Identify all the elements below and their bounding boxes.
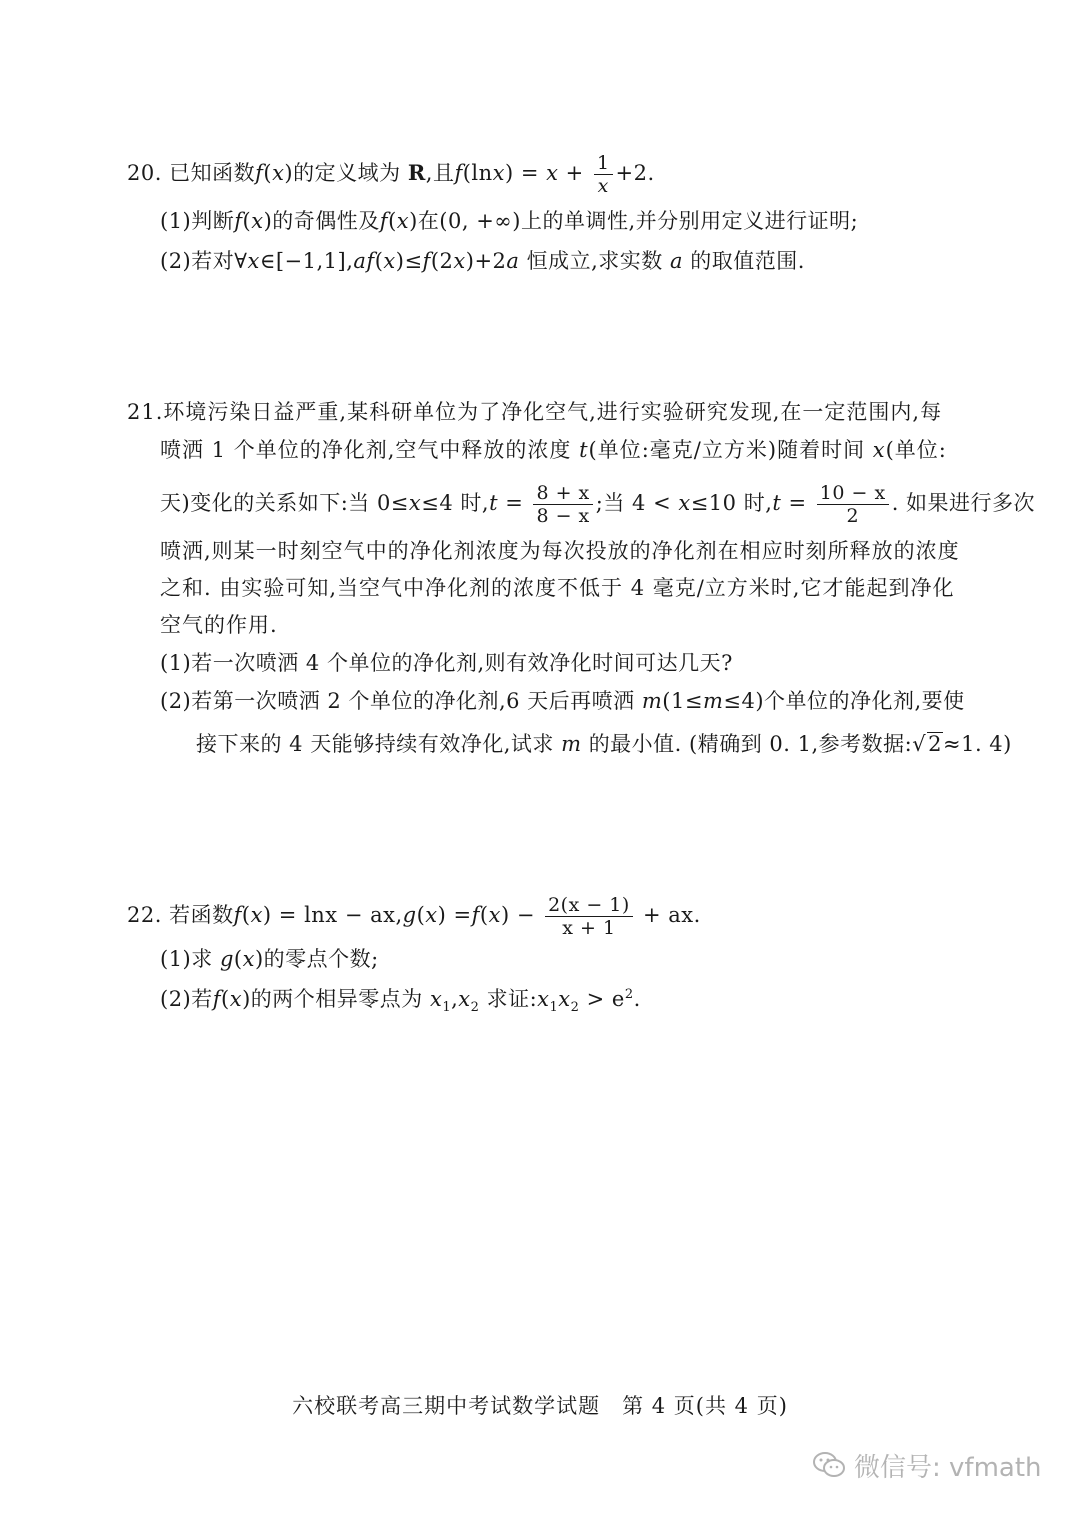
q20-part2: (2)若对∀x∈[−1,1],af(x)≤f(2x)+2a 恒成立,求实数 a 的取值范围. [160, 249, 805, 273]
q22-p2-text: 的两个相异零点为 [250, 987, 423, 1011]
fraction-2x-minus-1-over-x-plus-1 [545, 894, 633, 939]
q22-part1: (1)求 g(x)的零点个数; [160, 947, 379, 971]
fraction-8-plus-x-over-8-minus-x [533, 482, 592, 527]
q22-stem: 22. 若函数f(x) = lnx − ax,g(x) =f(x) − $\frac{2(x - 1)}{x + 1}$ + ax. [127, 894, 701, 939]
part-label: (1) [160, 209, 192, 233]
part-label: (2) [160, 249, 192, 273]
q20-p2-text: ∈[−1,1], [259, 249, 354, 273]
q21-text: ;当 4 < [595, 491, 672, 515]
q21-p1-text: (1)若一次喷洒 4 个单位的净化剂,则有效净化时间可达几天? [160, 651, 733, 675]
q21-text: . 如果进行多次 [891, 491, 1036, 515]
q20-p1-text: 在(0, +∞)上的单调性,并分别用定义进行证明; [417, 209, 859, 233]
real-set-symbol: R [407, 160, 426, 185]
q22-p1-text: (1)求 [160, 947, 213, 971]
q21-text: ≤4 时, [421, 491, 490, 515]
fraction-denominator: 2 [846, 505, 860, 527]
q20-stem-text: 的定义域为 [293, 161, 401, 185]
q21-line-4 [160, 537, 960, 565]
q21-text: (单位: [885, 438, 947, 462]
q21-line-1 [127, 398, 942, 426]
q20-p2-text: 若对∀ [191, 249, 248, 273]
wechat-watermark [812, 1447, 1052, 1483]
q22-stem-text: = lnx − ax, [278, 903, 403, 927]
q21-text: 喷洒 1 个单位的净化剂,空气中释放的浓度 [160, 438, 572, 462]
fraction-denominator: x + 1 [562, 917, 616, 939]
page-footer: 六校联考高三期中考试数学试题 第 4 页(共 4 页) [292, 1394, 788, 1418]
q22-stem-text: = [453, 903, 472, 927]
fraction-numerator: 1 [594, 152, 613, 175]
q21-text: 之和. 由实验可知,当空气中净化剂的浓度不低于 4 毫克/立方米时,它才能起到净化 [160, 576, 955, 600]
q21-text: 喷洒,则某一时刻空气中的净化剂浓度为每次投放的净化剂在相应时刻所释放的浓度 [160, 539, 960, 563]
q21-p2-text: 接下来的 4 天能够持续有效净化,试求 [196, 732, 554, 756]
q21-text: 天)变化的关系如下:当 0≤ [160, 491, 409, 515]
fraction-denominator: x [597, 175, 609, 197]
q22-p2-text: > e [586, 987, 625, 1011]
q21-text: 环境污染日益严重,某科研单位为了净化空气,进行实验研究发现,在一定范围内,每 [163, 400, 943, 424]
q20-p2-text: +2 [474, 249, 507, 273]
q21-text: ≤10 时, [690, 491, 773, 515]
q21-line-3: 天)变化的关系如下:当 0≤x≤4 时,t = $\frac{8 + x}{8 - x}$ ;当 4 < x≤10 时,t = $\frac{10 - x}{2}$ . 如果进行多次 [160, 482, 1036, 527]
q21-p2-text: ≤4)个单位的净化剂,要使 [723, 689, 965, 713]
q20-stem-text: +2. [615, 161, 655, 185]
q21-p2-text: 的最小值. (精确到 0. 1,参考数据:√ [588, 732, 927, 756]
fraction-10-minus-x-over-2 [817, 482, 889, 527]
q20-p2-text: ≤ [404, 249, 423, 273]
q22-part2: (2)若f(x)的两个相异零点为 $x_1,x_2$ 求证$:x_1x_2 > e^2$. [160, 987, 641, 1016]
q20-number: 20. [127, 161, 162, 185]
wechat-icon [812, 1450, 846, 1480]
q21-text: (单位:毫克/立方米)随着时间 [588, 438, 866, 462]
q20-stem-text: ,且 [425, 161, 455, 185]
q22-p2-text: 求证: [486, 987, 538, 1011]
q21-number: 21. [127, 400, 164, 424]
q20-p1-text: 的奇偶性及 [272, 209, 380, 233]
watermark-text: 微信号: vfmath [854, 1452, 1042, 1483]
q21-part2-line1: (2)若第一次喷洒 2 个单位的净化剂,6 天后再喷洒 m(1≤m≤4)个单位的净化剂,要使 [160, 689, 965, 713]
q20-p2-text: 恒成立,求实数 [526, 249, 663, 273]
q21-p2-text: (1≤ [662, 689, 703, 713]
q21-p2-text: (2)若第一次喷洒 2 个单位的净化剂,6 天后再喷洒 [160, 689, 635, 713]
q21-line-6 [160, 611, 278, 639]
q21-line-2: 喷洒 1 个单位的净化剂,空气中释放的浓度 t(单位:毫克/立方米)随着时间 x(单位: [160, 438, 947, 462]
fraction-numerator: 8 + x [533, 482, 592, 505]
q21-part1 [160, 649, 733, 677]
q20-p2-text: 的取值范围. [690, 249, 805, 273]
fraction-numerator: 2(x − 1) [545, 894, 633, 917]
fraction-1-over-x [594, 152, 613, 197]
q22-number: 22. [127, 903, 162, 927]
q21-line-5 [160, 574, 955, 602]
q21-p2-text: ≈1. 4) [942, 732, 1012, 756]
q20-stem: 20. 已知函数f(x)的定义域为 R,且f(lnx) = x + $\frac{1}{x}$ +2. [127, 152, 655, 197]
q20-stem-text: 已知函数 [169, 161, 256, 185]
fraction-numerator: 10 − x [817, 482, 889, 505]
q20-p1-text: 判断 [191, 209, 235, 233]
fraction-denominator: 8 − x [536, 505, 590, 527]
q22-p2-text: (2)若 [160, 987, 213, 1011]
q22-stem-text: + ax. [643, 903, 701, 927]
sqrt-radicand: 2 [928, 732, 942, 756]
q20-part1: (1)判断f(x)的奇偶性及f(x)在(0, +∞)上的单调性,并分别用定义进行证明; [160, 209, 859, 233]
q21-text: 空气的作用. [160, 613, 278, 637]
q22-stem-text: 若函数 [169, 903, 234, 927]
q21-part2-line2: 接下来的 4 天能够持续有效净化,试求 m 的最小值. (精确到 0. 1,参考数据:√2≈1. 4) [196, 732, 1012, 756]
q22-p1-text: 的零点个数; [263, 947, 379, 971]
